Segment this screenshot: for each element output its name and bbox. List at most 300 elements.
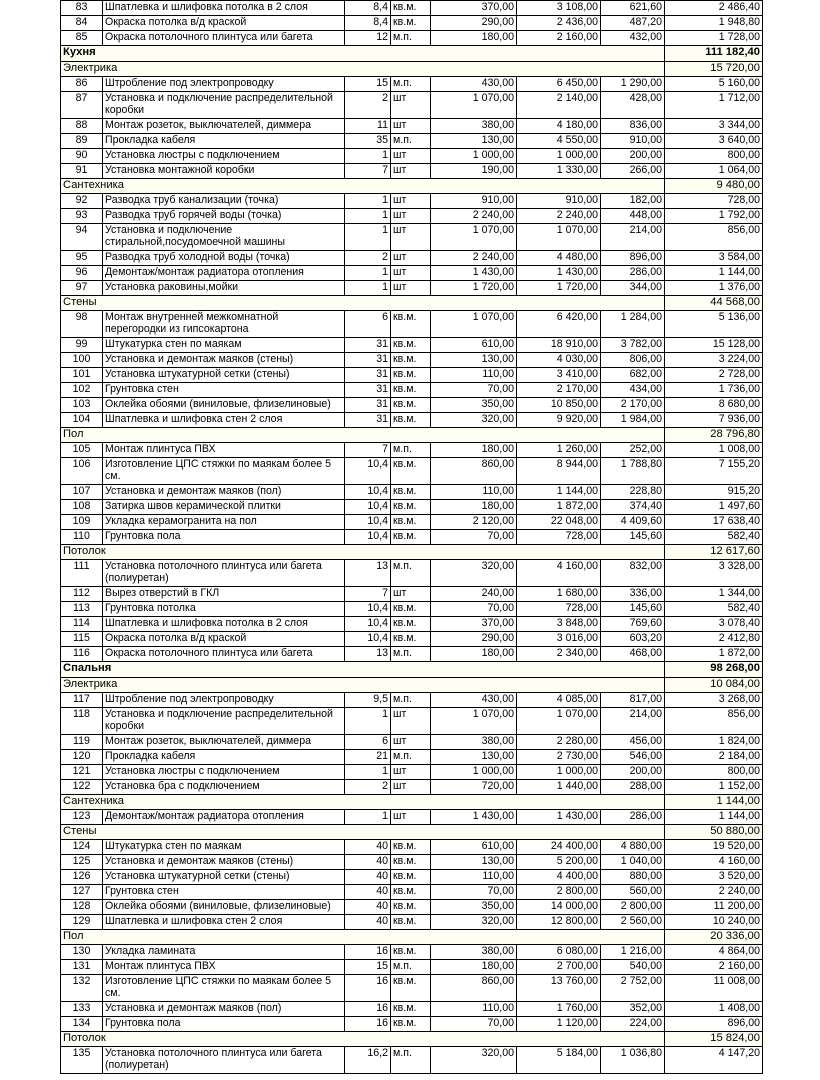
work-name: Установка и демонтаж маяков (пол) [103,485,345,500]
quantity: 40 [345,900,391,915]
item-number: 117 [61,693,103,708]
unit: кв.м. [391,500,431,515]
total-sum: 18 910,00 [517,338,601,353]
item-number: 95 [61,251,103,266]
materials-amount: 336,00 [601,587,665,602]
unit-price: 320,00 [431,1047,517,1074]
quantity: 31 [345,338,391,353]
table-row [61,840,763,855]
table-row [61,413,763,428]
quantity: 13 [345,647,391,662]
unit-price: 2 240,00 [431,251,517,266]
section-header-row [61,1032,763,1047]
unit: кв.м. [391,975,431,1002]
section-name: Электрика [61,678,665,693]
item-number: 87 [61,92,103,119]
quantity: 7 [345,164,391,179]
materials-amount: 228,80 [601,485,665,500]
unit: кв.м. [391,602,431,617]
table-row [61,368,763,383]
total-sum: 4 030,00 [517,353,601,368]
item-number: 120 [61,750,103,765]
total-sum: 2 700,00 [517,960,601,975]
item-number: 135 [61,1047,103,1074]
item-number: 133 [61,1002,103,1017]
item-number: 83 [61,1,103,16]
table-row [61,765,763,780]
labor-amount: 1 144,00 [665,266,763,281]
materials-amount: 540,00 [601,960,665,975]
work-name: Укладка ламината [103,945,345,960]
labor-amount: 800,00 [665,149,763,164]
total-sum: 4 085,00 [517,693,601,708]
table-row [61,92,763,119]
table-row [61,602,763,617]
unit: м.п. [391,77,431,92]
quantity: 16,2 [345,1047,391,1074]
unit-price: 370,00 [431,1,517,16]
labor-amount: 3 640,00 [665,134,763,149]
labor-amount: 1 344,00 [665,587,763,602]
quantity: 10,4 [345,602,391,617]
section-header-row [61,825,763,840]
unit: шт [391,92,431,119]
unit-price: 290,00 [431,632,517,647]
unit-price: 380,00 [431,945,517,960]
labor-amount: 1 792,00 [665,209,763,224]
labor-amount: 7 155,20 [665,458,763,485]
unit: м.п. [391,647,431,662]
work-name: Установка люстры с подключением [103,765,345,780]
section-total: 50 880,00 [665,825,763,840]
quantity: 10,4 [345,485,391,500]
labor-amount: 5 160,00 [665,77,763,92]
work-name: Оклейка обоями (виниловые, флизелиновые) [103,900,345,915]
labor-amount: 15 128,00 [665,338,763,353]
section-header-row [61,545,763,560]
unit-price: 910,00 [431,194,517,209]
estimate-table-body [61,1,763,1074]
item-number: 119 [61,735,103,750]
work-name: Демонтаж/монтаж радиатора отопления [103,810,345,825]
quantity: 40 [345,840,391,855]
materials-amount: 2 800,00 [601,900,665,915]
work-name: Монтаж розеток, выключателей, диммера [103,119,345,134]
materials-amount: 200,00 [601,765,665,780]
unit: шт [391,266,431,281]
section-header-row [61,296,763,311]
item-number: 115 [61,632,103,647]
table-row [61,900,763,915]
unit-price: 2 120,00 [431,515,517,530]
unit: кв.м. [391,915,431,930]
item-number: 89 [61,134,103,149]
item-number: 110 [61,530,103,545]
quantity: 31 [345,353,391,368]
labor-amount: 1 872,00 [665,647,763,662]
table-row [61,266,763,281]
work-name: Установка штукатурной сетки (стены) [103,870,345,885]
total-sum: 1 144,00 [517,485,601,500]
unit-price: 1 000,00 [431,149,517,164]
table-row [61,119,763,134]
work-name: Установка монтажной коробки [103,164,345,179]
work-name: Окраска потолка в/д краской [103,632,345,647]
materials-amount: 880,00 [601,870,665,885]
materials-amount: 836,00 [601,119,665,134]
unit-price: 130,00 [431,353,517,368]
quantity: 12 [345,31,391,46]
item-number: 124 [61,840,103,855]
item-number: 108 [61,500,103,515]
work-name: Разводка труб холодной воды (точка) [103,251,345,266]
unit: кв.м. [391,900,431,915]
materials-amount: 428,00 [601,92,665,119]
labor-amount: 2 240,00 [665,885,763,900]
total-sum: 2 800,00 [517,885,601,900]
total-sum: 6 080,00 [517,945,601,960]
work-name: Шпатлевка и шлифовка стен 2 слоя [103,413,345,428]
section-name: Потолок [61,1032,665,1047]
labor-amount: 8 680,00 [665,398,763,413]
quantity: 1 [345,708,391,735]
item-number: 88 [61,119,103,134]
unit: м.п. [391,560,431,587]
materials-amount: 1 984,00 [601,413,665,428]
unit-price: 180,00 [431,31,517,46]
materials-amount: 352,00 [601,1002,665,1017]
materials-amount: 1 040,00 [601,855,665,870]
item-number: 114 [61,617,103,632]
unit: кв.м. [391,855,431,870]
unit: кв.м. [391,1,431,16]
unit: кв.м. [391,870,431,885]
work-name: Грунтовка стен [103,885,345,900]
unit-price: 180,00 [431,647,517,662]
work-name: Установка люстры с подключением [103,149,345,164]
labor-amount: 3 268,00 [665,693,763,708]
work-name: Установка и демонтаж маяков (пол) [103,1002,345,1017]
quantity: 35 [345,134,391,149]
item-number: 106 [61,458,103,485]
total-sum: 4 160,00 [517,560,601,587]
table-row [61,194,763,209]
unit: кв.м. [391,383,431,398]
total-sum: 6 420,00 [517,311,601,338]
unit-price: 180,00 [431,443,517,458]
work-name: Установка и подключение распределительной коробки [103,708,345,735]
total-sum: 1 430,00 [517,266,601,281]
unit: кв.м. [391,515,431,530]
unit: шт [391,224,431,251]
materials-amount: 286,00 [601,266,665,281]
labor-amount: 582,40 [665,602,763,617]
materials-amount: 288,00 [601,780,665,795]
section-header-row [61,678,763,693]
total-sum: 3 410,00 [517,368,601,383]
unit: кв.м. [391,1017,431,1032]
work-name: Демонтаж/монтаж радиатора отопления [103,266,345,281]
total-sum: 2 436,00 [517,16,601,31]
labor-amount: 11 200,00 [665,900,763,915]
unit-price: 1 720,00 [431,281,517,296]
labor-amount: 4 864,00 [665,945,763,960]
unit-price: 70,00 [431,885,517,900]
total-sum: 1 680,00 [517,587,601,602]
item-number: 99 [61,338,103,353]
labor-amount: 2 486,40 [665,1,763,16]
total-sum: 14 000,00 [517,900,601,915]
item-number: 131 [61,960,103,975]
quantity: 13 [345,560,391,587]
quantity: 21 [345,750,391,765]
total-sum: 1 000,00 [517,149,601,164]
quantity: 2 [345,251,391,266]
materials-amount: 603,20 [601,632,665,647]
unit: шт [391,149,431,164]
unit-price: 720,00 [431,780,517,795]
labor-amount: 1 824,00 [665,735,763,750]
total-sum: 2 160,00 [517,31,601,46]
unit: кв.м. [391,368,431,383]
item-number: 107 [61,485,103,500]
section-total: 10 084,00 [665,678,763,693]
item-number: 123 [61,810,103,825]
table-row [61,251,763,266]
item-number: 126 [61,870,103,885]
total-sum: 2 280,00 [517,735,601,750]
materials-amount: 252,00 [601,443,665,458]
quantity: 10,4 [345,500,391,515]
unit: м.п. [391,750,431,765]
table-row [61,708,763,735]
total-sum: 3 108,00 [517,1,601,16]
quantity: 40 [345,870,391,885]
materials-amount: 344,00 [601,281,665,296]
work-name: Штукатурка стен по маякам [103,338,345,353]
item-number: 90 [61,149,103,164]
total-sum: 4 400,00 [517,870,601,885]
unit: кв.м. [391,413,431,428]
item-number: 96 [61,266,103,281]
materials-amount: 468,00 [601,647,665,662]
unit: кв.м. [391,398,431,413]
work-name: Разводка труб канализации (точка) [103,194,345,209]
unit-price: 70,00 [431,1017,517,1032]
table-row [61,530,763,545]
item-number: 94 [61,224,103,251]
quantity: 16 [345,1017,391,1032]
section-header-row [61,62,763,77]
work-name: Монтаж розеток, выключателей, диммера [103,735,345,750]
total-sum: 9 920,00 [517,413,601,428]
materials-amount: 145,60 [601,602,665,617]
item-number: 86 [61,77,103,92]
section-header-row [61,428,763,443]
section-name: Пол [61,930,665,945]
item-number: 92 [61,194,103,209]
table-row [61,750,763,765]
section-total: 15 720,00 [665,62,763,77]
quantity: 1 [345,209,391,224]
section-header-row [61,795,763,810]
table-row [61,31,763,46]
materials-amount: 1 036,80 [601,1047,665,1074]
work-name: Изготовление ЦПС стяжки по маякам более 5 см. [103,975,345,1002]
work-name: Установка и подключение распределительной коробки [103,92,345,119]
materials-amount: 3 782,00 [601,338,665,353]
labor-amount: 3 328,00 [665,560,763,587]
quantity: 7 [345,587,391,602]
materials-amount: 224,00 [601,1017,665,1032]
item-number: 125 [61,855,103,870]
total-sum: 1 430,00 [517,810,601,825]
quantity: 10,4 [345,617,391,632]
table-row [61,311,763,338]
unit: кв.м. [391,16,431,31]
materials-amount: 456,00 [601,735,665,750]
unit-price: 370,00 [431,617,517,632]
total-sum: 1 000,00 [517,765,601,780]
total-sum: 8 944,00 [517,458,601,485]
total-sum: 24 400,00 [517,840,601,855]
unit: кв.м. [391,530,431,545]
total-sum: 3 848,00 [517,617,601,632]
unit: м.п. [391,134,431,149]
materials-amount: 200,00 [601,149,665,164]
materials-amount: 621,60 [601,1,665,16]
total-sum: 4 180,00 [517,119,601,134]
materials-amount: 560,00 [601,885,665,900]
materials-amount: 145,60 [601,530,665,545]
item-number: 85 [61,31,103,46]
work-name: Установка раковины,мойки [103,281,345,296]
work-name: Затирка швов керамической плитки [103,500,345,515]
table-row [61,281,763,296]
unit-price: 130,00 [431,855,517,870]
section-total: 1 144,00 [665,795,763,810]
table-row [61,810,763,825]
materials-amount: 1 290,00 [601,77,665,92]
quantity: 31 [345,383,391,398]
table-row [61,1,763,16]
room-header-row [61,662,763,678]
total-sum: 1 330,00 [517,164,601,179]
item-number: 116 [61,647,103,662]
unit-price: 70,00 [431,530,517,545]
section-total: 44 568,00 [665,296,763,311]
unit: кв.м. [391,632,431,647]
labor-amount: 728,00 [665,194,763,209]
quantity: 10,4 [345,515,391,530]
unit: шт [391,735,431,750]
work-name: Грунтовка потолка [103,602,345,617]
work-name: Штробление под электропроводку [103,77,345,92]
unit-price: 130,00 [431,134,517,149]
unit: м.п. [391,693,431,708]
item-number: 132 [61,975,103,1002]
total-sum: 728,00 [517,530,601,545]
labor-amount: 17 638,40 [665,515,763,530]
total-sum: 2 140,00 [517,92,601,119]
materials-amount: 487,20 [601,16,665,31]
total-sum: 2 730,00 [517,750,601,765]
item-number: 102 [61,383,103,398]
materials-amount: 2 560,00 [601,915,665,930]
materials-amount: 806,00 [601,353,665,368]
total-sum: 5 200,00 [517,855,601,870]
unit-price: 110,00 [431,485,517,500]
table-row [61,560,763,587]
work-name: Установка потолочного плинтуса или багета (полиуретан) [103,1047,345,1074]
unit: шт [391,194,431,209]
item-number: 109 [61,515,103,530]
materials-amount: 910,00 [601,134,665,149]
labor-amount: 2 412,80 [665,632,763,647]
labor-amount: 856,00 [665,224,763,251]
unit-price: 1 070,00 [431,708,517,735]
labor-amount: 19 520,00 [665,840,763,855]
section-header-row [61,179,763,194]
unit-price: 190,00 [431,164,517,179]
work-name: Разводка труб горячей воды (точка) [103,209,345,224]
work-name: Штробление под электропроводку [103,693,345,708]
table-row [61,77,763,92]
section-total: 12 617,60 [665,545,763,560]
item-number: 129 [61,915,103,930]
unit-price: 860,00 [431,458,517,485]
unit: кв.м. [391,485,431,500]
unit-price: 430,00 [431,693,517,708]
total-sum: 22 048,00 [517,515,601,530]
table-row [61,870,763,885]
item-number: 111 [61,560,103,587]
item-number: 98 [61,311,103,338]
estimate-table [60,0,763,1074]
table-row [61,149,763,164]
table-row [61,515,763,530]
unit-price: 860,00 [431,975,517,1002]
item-number: 100 [61,353,103,368]
section-total: 20 336,00 [665,930,763,945]
materials-amount: 182,00 [601,194,665,209]
total-sum: 13 760,00 [517,975,601,1002]
table-row [61,960,763,975]
work-name: Окраска потолочного плинтуса или багета [103,647,345,662]
unit: шт [391,810,431,825]
work-name: Монтаж плинтуса ПВХ [103,960,345,975]
section-total: 9 480,00 [665,179,763,194]
unit-price: 1 000,00 [431,765,517,780]
work-name: Установка потолочного плинтуса или багета (полиуретан) [103,560,345,587]
materials-amount: 1 788,80 [601,458,665,485]
unit-price: 110,00 [431,368,517,383]
table-row [61,16,763,31]
work-name: Прокладка кабеля [103,750,345,765]
total-sum: 4 550,00 [517,134,601,149]
table-row [61,780,763,795]
work-name: Установка штукатурной сетки (стены) [103,368,345,383]
unit: шт [391,708,431,735]
table-row [61,975,763,1002]
materials-amount: 4 409,60 [601,515,665,530]
unit: шт [391,251,431,266]
labor-amount: 1 728,00 [665,31,763,46]
total-sum: 2 240,00 [517,209,601,224]
total-sum: 1 070,00 [517,224,601,251]
work-name: Грунтовка стен [103,383,345,398]
quantity: 1 [345,765,391,780]
